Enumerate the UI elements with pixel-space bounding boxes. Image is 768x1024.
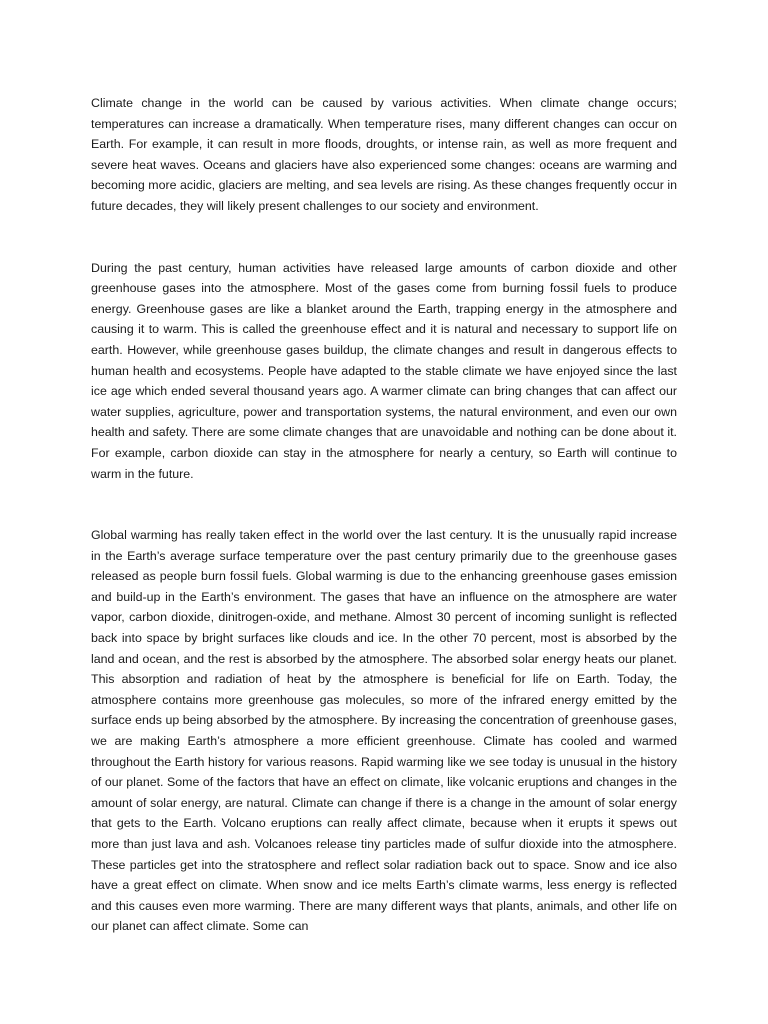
paragraph-climate-change-causes: Climate change in the world can be caused by various activities. When climate change occurs; temperatures can increase a dramatically. When temperature rises, many different changes can occur on Earth. For example, it can result in more floods, droughts, or intense rain, as well as more frequent and severe heat waves. Oceans and glaciers have also experienced some changes: oceans are warming and becoming more acidic, glaciers are melting, and sea levels are rising. As these changes frequently occur in future decades, they will likely present challenges to our society and environment. [91, 96, 677, 213]
paragraph-global-warming: Global warming has really taken effect in the world over the last century. It is the unusually rapid increase in the Earth’s average surface temperature over the past century primarily due to the greenhouse gases released as people burn fossil fuels. Global warming is due to the enhancing greenhouse gases emission and build-up in the Earth’s environment. The gases that have an influence on the atmosphere are water vapor, carbon dioxide, dinitrogen-oxide, and methane. Almost 30 percent of incoming sunlight is reflected back into space by bright surfaces like clouds and ice. In the other 70 percent, most is absorbed by the land and ocean, and the rest is absorbed by the atmosphere. The absorbed solar energy heats our planet. This absorption and radiation of heat by the atmosphere is beneficial for life on Earth. Today, the atmosphere contains more greenhouse gas molecules, so more of the infrared energy emitted by the surface ends up being absorbed by the atmosphere. By increasing the concentration of greenhouse gases, we are making Earth’s atmosphere a more efficient greenhouse. Climate has cooled and warmed throughout the Earth history for various reasons. Rapid warming like we see today is unusual in the history of our planet. Some of the factors that have an effect on climate, like volcanic eruptions and changes in the amount of solar energy, are natural. Climate can change if there is a change in the amount of solar energy that gets to the Earth. Volcano eruptions can really affect climate, because when it erupts it spews out more than just lava and ash. Volcanoes release tiny particles made of sulfur dioxide into the atmosphere. These particles get into the stratosphere and reflect solar radiation back out to space. Snow and ice also have a great effect on climate. When snow and ice melts Earth’s climate warms, less energy is reflected and this causes even more warming. There are many different ways that plants, animals, and other life on our planet can affect climate. Some can [91, 528, 677, 934]
document-page [91, 93, 677, 937]
paragraph-greenhouse-gases: During the past century, human activities have released large amounts of carbon dioxide and other greenhouse gases into the atmosphere. Most of the gases come from burning fossil fuels to produce energy. Greenhouse gases are like a blanket around the Earth, trapping energy in the atmosphere and causing it to warm. This is called the greenhouse effect and it is natural and necessary to support life on earth. However, while greenhouse gases buildup, the climate changes and result in dangerous effects to human health and ecosystems. People have adapted to the stable climate we have enjoyed since the last ice age which ended several thousand years ago. A warmer climate can bring changes that can affect our water supplies, agriculture, power and transportation systems, the natural environment, and even our own health and safety. There are some climate changes that are unavoidable and nothing can be done about it. For example, carbon dioxide can stay in the atmosphere for nearly a century, so Earth will continue to warm in the future. [91, 260, 677, 481]
